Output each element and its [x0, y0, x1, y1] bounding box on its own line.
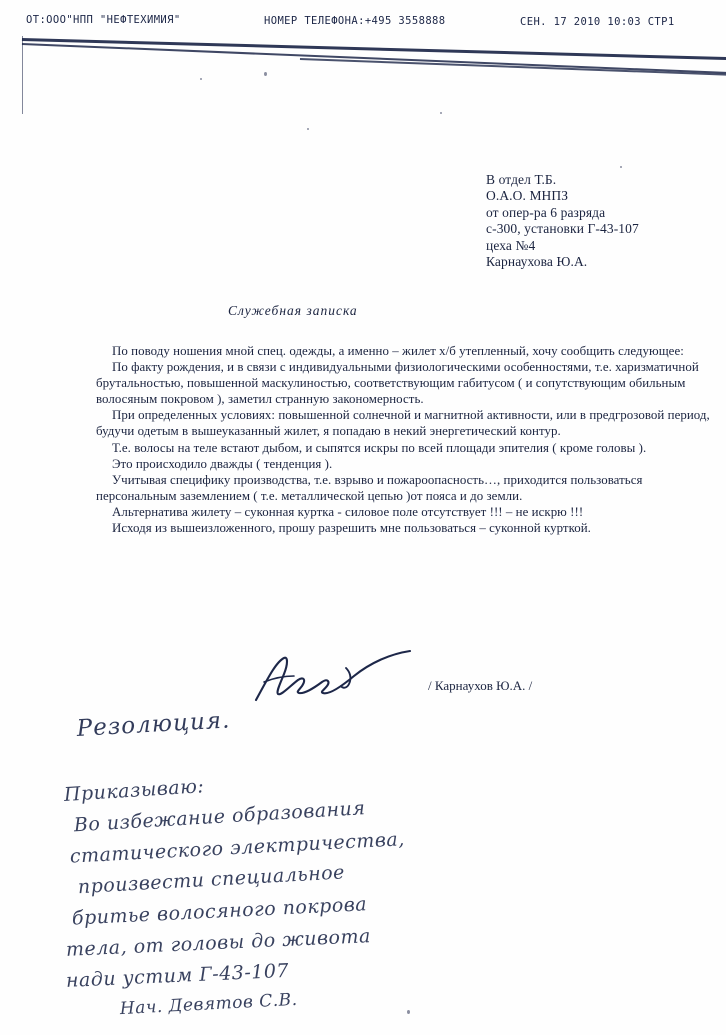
- body-paragraph: Альтернатива жилету – суконная куртка - силовое поле отсутствует !!! – не искрю !!!: [112, 504, 584, 519]
- addressee-line: с-300, установки Г-43-107: [486, 221, 639, 237]
- body-paragraph: Т.е. волосы на теле встают дыбом, и сыпятся искры по всей площади эпителия ( кроме головы ).: [112, 440, 647, 455]
- fax-phone-label: НОМЕР ТЕЛЕФОНА:+495 3558888: [264, 15, 446, 27]
- resolution-line: статического электричества,: [69, 828, 406, 868]
- signatory-name: / Карнаухов Ю.А. /: [428, 678, 533, 693]
- resolution-line: произвести специальное: [77, 861, 346, 899]
- addressee-line: В отдел Т.Б.: [486, 172, 557, 187]
- addressee-line: цеха №4: [486, 237, 536, 253]
- scan-speckle: [620, 166, 622, 168]
- document-title: Служебная записка: [228, 303, 358, 318]
- document-body: [96, 343, 714, 536]
- addressee-line: О.А.О. МНПЗ: [486, 188, 569, 204]
- body-paragraph: Это происходило дважды ( тенденция ).: [112, 456, 333, 471]
- scan-speckle: [307, 128, 309, 130]
- scan-speckle: [200, 78, 202, 80]
- resolution-line: тела, от головы до живота: [65, 925, 372, 961]
- addressee-line: Карнаухова Ю.А.: [486, 254, 588, 270]
- fax-datestamp-label: СЕН. 17 2010 10:03 СТР1: [520, 16, 675, 28]
- resolution-text: [63, 775, 444, 1028]
- fax-header: [0, 14, 726, 32]
- resolution-signer: Нач. Девятов С.В.: [119, 989, 299, 1020]
- scan-speckle: [440, 112, 442, 114]
- resolution-heading: Резолюция.: [76, 707, 231, 742]
- resolution-line: Приказываю:: [63, 775, 205, 806]
- body-paragraph: Учитывая специфику производства, т.е. взрыво и пожароопасность…, приходится пользоваться персональным заземлением ( т.е. металлической цепью )от пояса и до земли.: [96, 472, 643, 503]
- resolution-line: Во избежание образования: [73, 797, 366, 837]
- signature-block: [250, 648, 670, 712]
- scan-streak-artifact: [300, 58, 726, 76]
- scan-edge-artifact: [22, 36, 23, 114]
- resolution-line: бритье волосяного покрова: [71, 893, 368, 930]
- body-paragraph: Исходя из вышеизложенного, прошу разрешить мне пользоваться – суконной курткой.: [112, 521, 591, 536]
- resolution-line: нади устим Г-43-107: [65, 959, 290, 992]
- body-paragraph: При определенных условиях: повышенной солнечной и магнитной активности, или в предгрозовой период, будучи одетым в вышеуказанный жилет, я попадаю в некий энергетический контур.: [96, 408, 710, 439]
- body-paragraph: По факту рождения, и в связи с индивидуальными физиологическими особенностями, т.е. харизматичной брутальностью, повышенной маскулиностью, соответствующим габитусом ( и сопутствующим обильным волосяным покровом ), заметил странную закономерность.: [96, 360, 699, 407]
- handwritten-signature-icon: [250, 648, 440, 704]
- fax-sender-label: ОТ:ООО"НПП "НЕФТЕХИМИЯ": [26, 14, 181, 26]
- addressee-block: [486, 172, 639, 270]
- addressee-line: от опер-ра 6 разряда: [486, 204, 606, 220]
- scan-speckle: [264, 72, 267, 76]
- body-paragraph: По поводу ношения мной спец. одежды, а именно – жилет х/б утепленный, хочу сообщить следующее:: [112, 344, 684, 358]
